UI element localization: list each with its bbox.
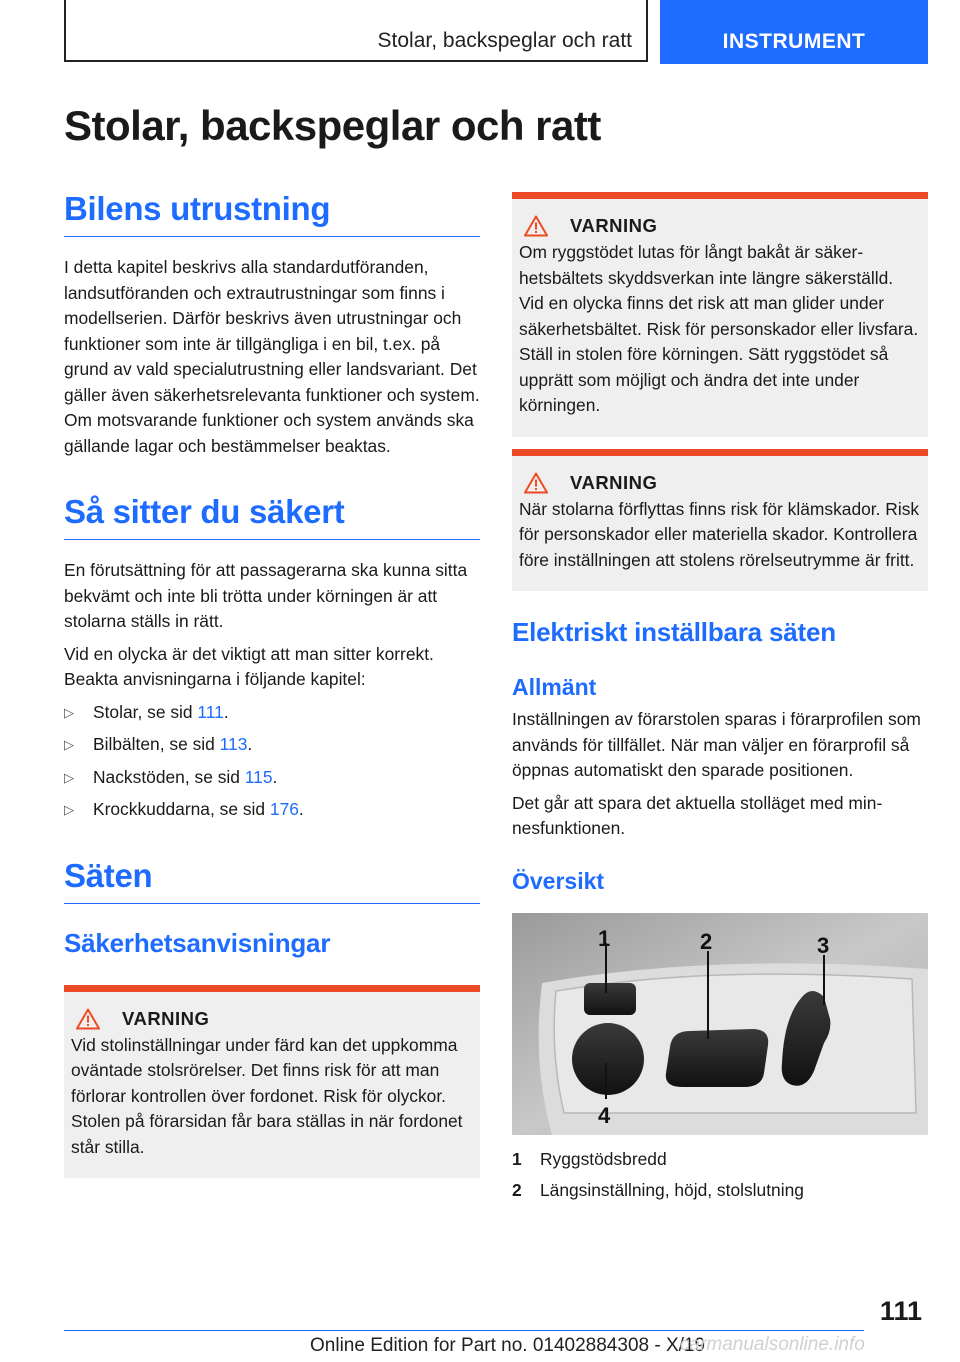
chapter-reference-list: [64, 700, 480, 823]
safety-heading: Säkerhetsanvisningar: [64, 927, 331, 958]
general-heading: Allmänt: [512, 674, 597, 700]
callout-3: 3: [817, 932, 830, 958]
list-item: ▷ Stolar, se sid 111.: [64, 700, 480, 726]
callout-4: 4: [598, 1102, 611, 1128]
list-item: ▷ Bilbälten, se sid 113.: [64, 732, 480, 758]
sitting-paragraph-1: En förutsättning för att passagerarna ska kunna sitta bekvämt och inte bli trötta under körningen är att stolarna ställs in rätt.: [64, 560, 468, 631]
header-section-title: Stolar, backspeglar och ratt: [64, 0, 648, 62]
warning-triangle-icon: [524, 215, 548, 237]
callout-1: 1: [598, 925, 611, 951]
legend-number: 1: [512, 1148, 522, 1169]
triangle-bullet-icon: ▷: [64, 737, 74, 752]
page-link[interactable]: 111: [197, 701, 224, 722]
seat-controls-photo: [512, 913, 928, 1135]
general-paragraph-1: Inställningen av förarstolen sparas i förarprofilen som används för tillfället. När man väljer en förarprofil så öppnas automatiskt den sparade positionen.: [512, 709, 921, 780]
photo-legend: [512, 1147, 928, 1204]
warning-title: VARNING: [570, 215, 658, 236]
warning-triangle-icon: [76, 1008, 100, 1030]
triangle-bullet-icon: ▷: [64, 769, 74, 785]
equipment-text: I detta kapitel beskrivs alla standardutföranden, landsutföranden och extrautrustningar som finns i modellserien. Därför beskrivs även utrustningar och funktioner som inte är tillgängliga i en bil, t.ex. på grund av vald specialutrustning eller landsvariant. Det gäller även säkerhetsrelevanta funktioner och system. Om motsvarande funktioner och system används ska gällande lagar och bestämmelser beaktas.: [64, 257, 480, 456]
footer-divider: [64, 1330, 864, 1331]
legend-item: [512, 1147, 928, 1173]
edition-footer: Online Edition for Part no. 01402884308 - X/19: [310, 1335, 706, 1356]
triangle-bullet-icon: ▷: [64, 704, 74, 720]
page-link[interactable]: 115: [244, 766, 273, 787]
warning-text: Vid stolinställningar under färd kan det uppkomma oväntade stolsrörelser. Det finns risk för att man förlorar kontrollen över fordonet. Risk för olyckor. Stolen på förarsidan får bara ställas in när fordonet står stilla.: [71, 1034, 463, 1157]
equipment-heading: Bilens utrustning: [64, 190, 480, 237]
page-link[interactable]: 176: [269, 799, 299, 819]
left-column: [64, 190, 480, 1178]
legend-text: Ryggstödsbredd: [540, 1148, 667, 1169]
callout-2: 2: [700, 928, 713, 954]
warning-text: När stolarna förflyttas finns risk för klämskador. Risk för personskador eller materiella skador. Kontrollera före inställningen att stolens rörelseutrymme är fritt.: [519, 498, 920, 570]
list-item: ▷ Nackstöden, se sid 115.: [64, 765, 480, 791]
warning-triangle-icon: [524, 472, 548, 494]
triangle-bullet-icon: ▷: [64, 802, 74, 817]
watermark: carmanualsonline.info: [680, 1334, 865, 1355]
page-title: Stolar, backspeglar och ratt: [64, 102, 601, 149]
legend-text: Längsinställning, höjd, stolslutning: [540, 1180, 804, 1200]
page-link[interactable]: 113: [219, 734, 248, 754]
electric-seats-heading: Elektriskt inställbara säten: [512, 617, 836, 647]
warning-text: Om ryggstödet lutas för långt bakåt är säkerhetsbältets skyddsverkan inte längre säkerställd. Vid en olycka finns det risk att man glider under säkerhetsbältet. Risk för personskador eller livsfara. Ställ in stolen före körningen. Sätt ryggstödet så upprätt som möjligt och ändra det inte under körningen.: [519, 242, 919, 415]
list-item: ▷ Krockkuddarna, se sid 176.: [64, 797, 480, 823]
overview-heading: Översikt: [512, 867, 605, 894]
seats-heading: Säten: [64, 857, 480, 904]
sitting-paragraph-2: Vid en olycka är det viktigt att man sitter korrekt. Beakta anvisningarna i följande kapitel:: [64, 643, 434, 689]
warning-box: [512, 192, 928, 437]
general-paragraph-2: Det går att spara det aktuella stolläget med minnesfunktionen.: [512, 792, 883, 838]
warning-title: VARNING: [570, 471, 658, 493]
legend-number: 2: [512, 1180, 522, 1200]
right-column: [512, 192, 928, 1210]
header-chapter-tab[interactable]: INSTRUMENT: [660, 0, 928, 64]
sitting-heading: Så sitter du säkert: [64, 493, 480, 540]
legend-item: [512, 1178, 928, 1204]
warning-box: [512, 449, 928, 592]
page-number: 111: [879, 1296, 922, 1326]
warning-title: VARNING: [122, 1007, 210, 1029]
page-header: [64, 0, 928, 64]
warning-box: [64, 985, 480, 1179]
